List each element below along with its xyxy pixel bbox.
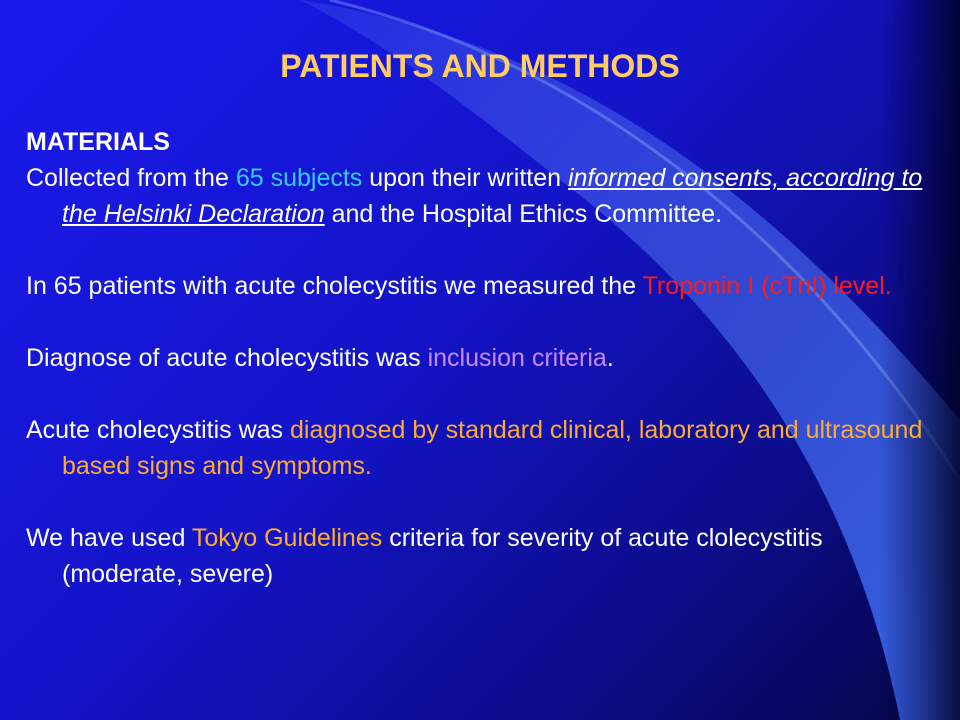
- text: Diagnose of acute cholecystitis was: [26, 344, 428, 372]
- paragraph-troponin: [26, 268, 946, 304]
- spacer: [26, 376, 946, 412]
- slide-title: PATIENTS AND METHODS: [280, 48, 680, 84]
- text: and the Hospital Ethics Committee.: [324, 200, 723, 228]
- underlined-consent-text: informed consents, according to the Helsinki Declaration: [62, 164, 923, 228]
- text: Collected from the: [26, 164, 236, 192]
- spacer: [26, 232, 946, 268]
- paragraph-tokyo-guidelines: [26, 520, 946, 592]
- text: upon their written: [362, 164, 568, 192]
- text: Acute cholecystitis was: [26, 416, 290, 444]
- text: We have used: [26, 524, 192, 552]
- paragraph-collection: [26, 160, 946, 232]
- text: .: [606, 344, 614, 372]
- highlight-diagnosis: diagnosed by standard clinical, laboratory and ultrasound based signs and symptoms.: [62, 416, 923, 480]
- text: In 65 patients with acute cholecystitis we measured the: [26, 272, 643, 300]
- highlight-troponin: Troponin I (cTnI) level.: [642, 272, 892, 300]
- text: criteria for severity of acute clolecystitis (moderate, severe): [62, 524, 823, 588]
- highlight-inclusion-criteria: inclusion criteria: [427, 344, 607, 372]
- paragraph-diagnosis: [26, 412, 946, 484]
- highlight-tokyo-guidelines: Tokyo Guidelines: [191, 524, 383, 552]
- spacer: [26, 484, 946, 520]
- slide-body: [26, 124, 946, 592]
- paragraph-inclusion: [26, 340, 946, 376]
- highlight-subject-count: 65 subjects: [235, 164, 363, 192]
- section-heading-materials: MATERIALS: [26, 128, 170, 156]
- spacer: [26, 304, 946, 340]
